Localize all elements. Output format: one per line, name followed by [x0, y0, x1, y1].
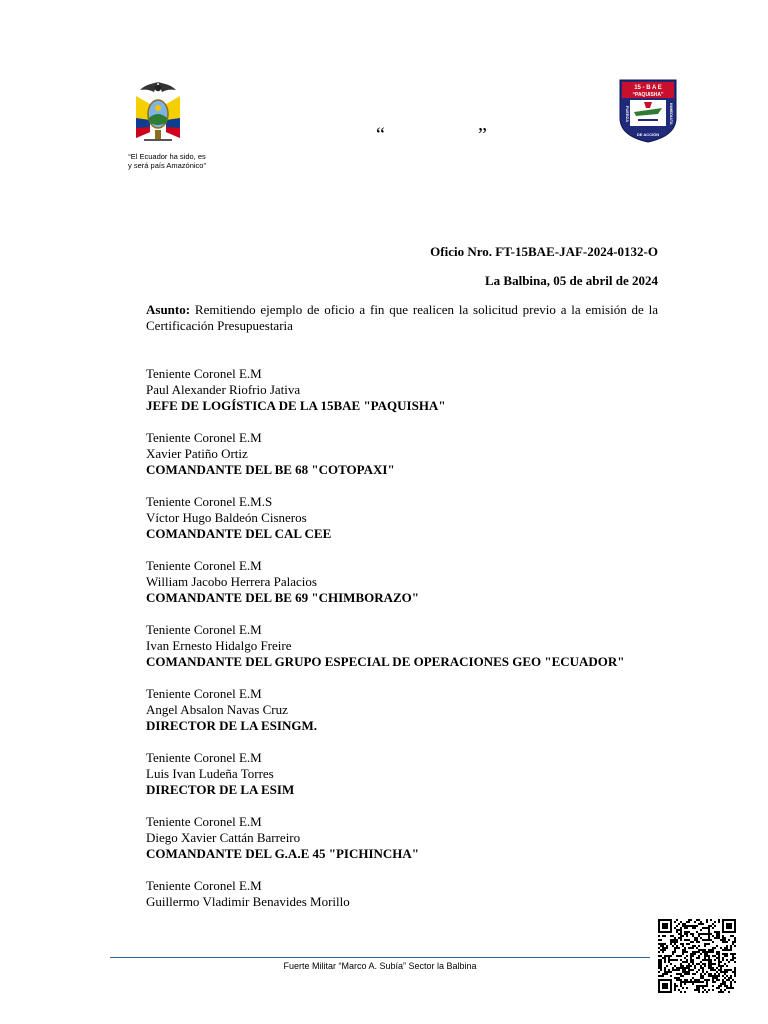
recipient-position: COMANDANTE DEL CAL CEE — [146, 526, 332, 541]
brigade-badge-icon — [616, 78, 680, 144]
recipient-position: COMANDANTE DEL BE 68 "COTOPAXI" — [146, 462, 395, 477]
recipient-block — [146, 430, 658, 478]
recipient-rank: Teniente Coronel E.M — [146, 430, 262, 445]
qr-code-icon — [658, 919, 736, 993]
badge-top-text: 15 - B A E — [634, 85, 662, 91]
recipient-block — [146, 366, 658, 414]
recipient-name: Paul Alexander Riofrio Jativa — [146, 382, 301, 397]
recipient-rank: Teniente Coronel E.M — [146, 814, 262, 829]
recipient-rank: Teniente Coronel E.M — [146, 878, 262, 893]
recipient-name: Luis Ivan Ludeña Torres — [146, 766, 274, 781]
badge-left-text: FUERZA — [625, 105, 630, 123]
recipient-rank: Teniente Coronel E.M — [146, 558, 262, 573]
motto — [118, 152, 216, 170]
recipient-rank: Teniente Coronel E.M — [146, 750, 262, 765]
recipient-name: Ivan Ernesto Hidalgo Freire — [146, 638, 292, 653]
header-quote-close: ” — [478, 124, 487, 146]
badge-bottom-text: DE ACCIÓN — [636, 132, 660, 137]
recipient-position: JEFE DE LOGÍSTICA DE LA 15BAE "PAQUISHA" — [146, 398, 446, 413]
recipient-block — [146, 622, 658, 670]
recipient-position: COMANDANTE DEL BE 69 "CHIMBORAZO" — [146, 590, 420, 605]
recipient-name: William Jacobo Herrera Palacios — [146, 574, 317, 589]
recipient-rank: Teniente Coronel E.M.S — [146, 494, 273, 509]
ecuador-coat-of-arms-icon — [130, 80, 186, 146]
recipient-block — [146, 558, 658, 606]
subject — [146, 302, 658, 334]
oficio-number: Oficio Nro. FT-15BAE-JAF-2024-0132-O — [430, 244, 658, 259]
recipient-name: Guillermo Vladimir Benavides Morillo — [146, 894, 350, 909]
recipient-block — [146, 686, 658, 734]
recipient-position: COMANDANTE DEL GRUPO ESPECIAL DE OPERACIONES GEO "ECUADOR" — [146, 654, 625, 669]
recipient-position: DIRECTOR DE LA ESIM — [146, 782, 295, 797]
recipient-block — [146, 494, 658, 542]
header-quote-open: “ — [376, 124, 385, 146]
badge-right-text: INMEDIATA — [669, 103, 674, 125]
footer-divider — [110, 957, 650, 958]
recipient-name: Diego Xavier Cattán Barreiro — [146, 830, 301, 845]
recipient-position: DIRECTOR DE LA ESINGM. — [146, 718, 317, 733]
recipient-rank: Teniente Coronel E.M — [146, 686, 262, 701]
motto-line-1: “El Ecuador ha sido, es — [128, 152, 206, 161]
recipient-block — [146, 814, 658, 862]
subject-label: Asunto: — [146, 302, 191, 317]
recipient-rank: Teniente Coronel E.M — [146, 622, 262, 637]
recipient-block — [146, 750, 658, 798]
recipient-block — [146, 878, 658, 910]
recipient-name: Xavier Patiño Ortiz — [146, 446, 248, 461]
footer-address: Fuerte Militar “Marco A. Subía” Sector la Balbina — [283, 961, 477, 971]
recipient-position: COMANDANTE DEL G.A.E 45 "PICHINCHA" — [146, 846, 420, 861]
badge-name-text: “PAQUISHA” — [632, 92, 664, 98]
recipient-name: Angel Absalon Navas Cruz — [146, 702, 288, 717]
recipient-rank: Teniente Coronel E.M — [146, 366, 262, 381]
motto-line-2: y será país Amazónico” — [128, 161, 206, 170]
recipient-list — [146, 366, 658, 926]
subject-text: Remitiendo ejemplo de oficio a fin que realicen la solicitud previo a la emisión de la Certificación Presupuestaria — [146, 302, 659, 333]
document-date: La Balbina, 05 de abril de 2024 — [485, 273, 658, 288]
recipient-name: Víctor Hugo Baldeón Cisneros — [146, 510, 307, 525]
